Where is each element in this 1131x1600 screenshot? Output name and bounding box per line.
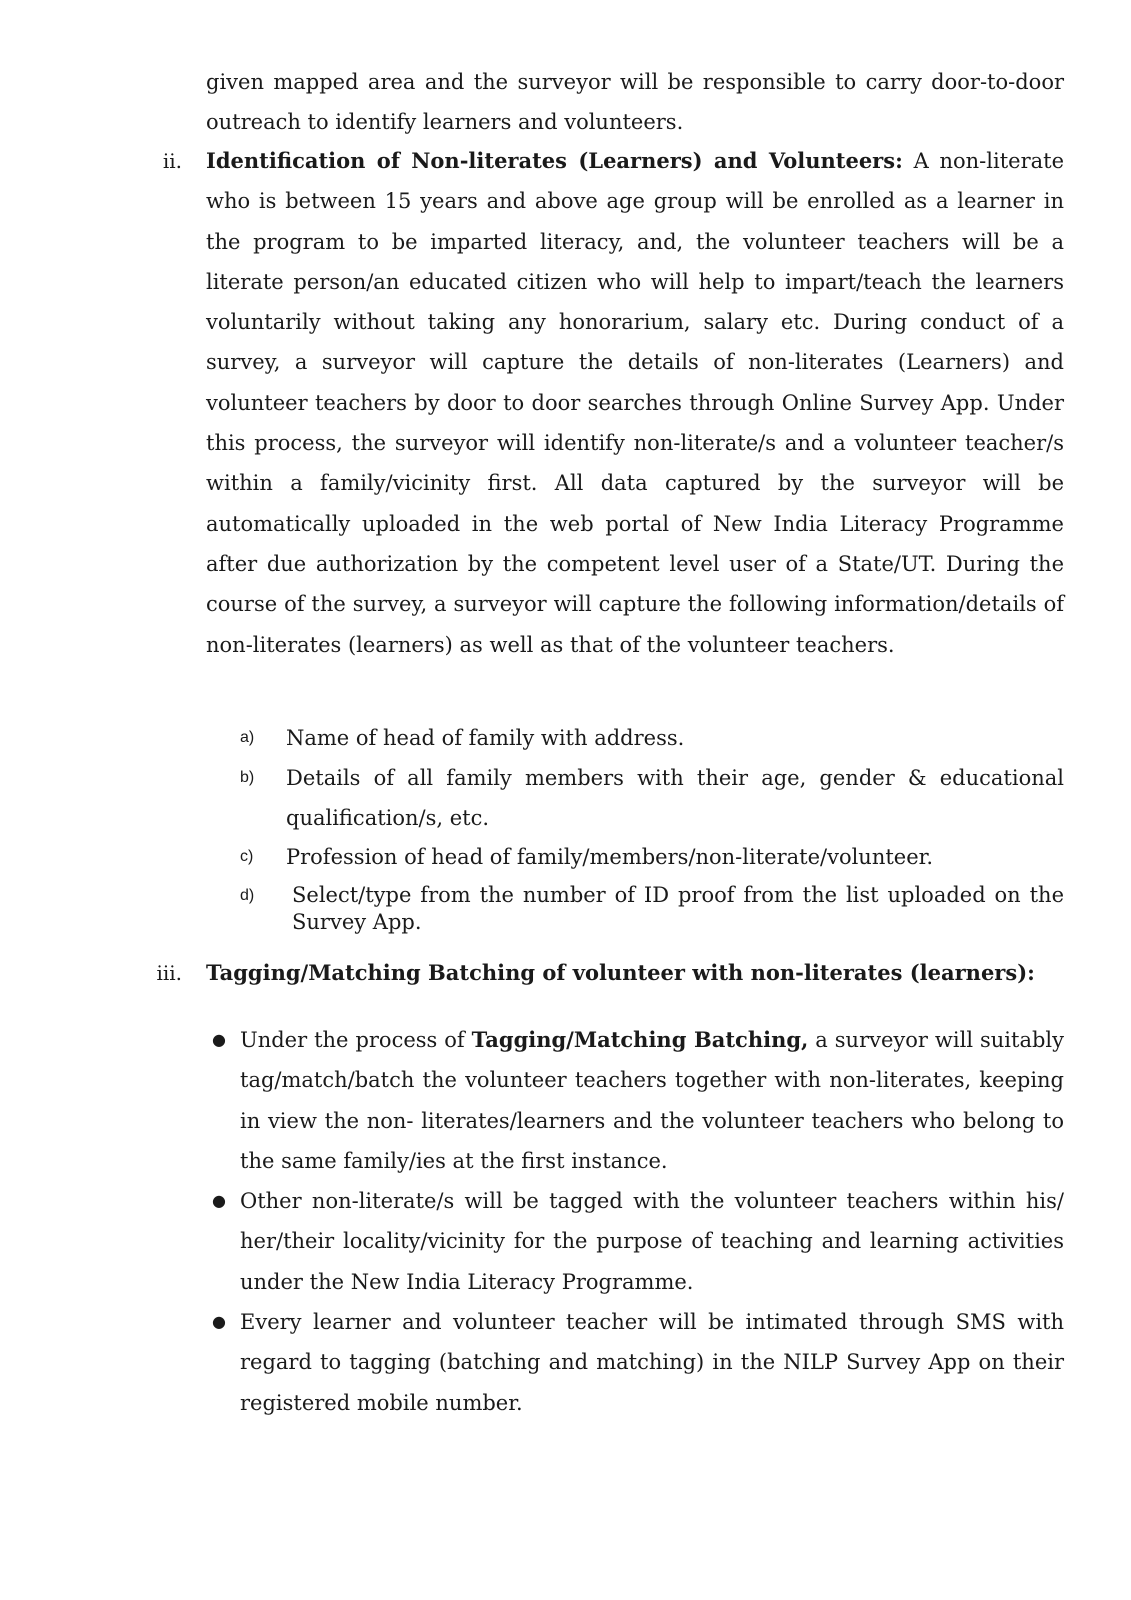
bullet-text: Other non-literate/s will be tagged with the volunteer teachers within his/ her/their locality/vicinity for the purpose of teaching and learning activities under the New India Literacy Programme. (240, 1189, 1064, 1294)
section-ii-numeral: ii. (162, 149, 182, 173)
list-item-label: c) (240, 848, 254, 865)
list-item-text: Profession of head of family/members/non-literate/volunteer. (286, 845, 934, 869)
bullet-item (212, 1020, 1064, 1181)
section-ii-body: A non-literate who is between 15 years and above age group will be enrolled as a learner in the program to be imparted literacy, and, the volunteer teachers will be a literate person/an educated citizen who will help to impart/teach the learners voluntarily without taking any honorarium, salary etc. During conduct of a survey, a surveyor will capture the details of non-literates (Learners) and volunteer teachers by door to door searches through Online Survey App. Under this process, the surveyor will identify non-literate/s and a volunteer teacher/s within a family/vicinity first. All data captured by the surveyor will be automatically uploaded in the web portal of New India Literacy Programme after due authorization by the competent level user of a State/UT. During the course of the survey, a surveyor will capture the following information/details of non-literates (learners) as well as that of the volunteer teachers. (206, 149, 1064, 657)
bullet-text-part: Under the process of (240, 1028, 472, 1052)
section-iii-numeral: iii. (156, 961, 182, 985)
list-item-text: Details of all family members with their age, gender & educational qualification/s, etc. (286, 766, 1064, 830)
list-item-label: d) (240, 887, 255, 904)
list-item (240, 837, 1064, 877)
section-iii-heading: Tagging/Matching Batching of volunteer with non-literates (learners): (206, 960, 1035, 985)
bullet-item (212, 1181, 1064, 1302)
section-ii-paragraph (206, 141, 1064, 665)
list-item-text: Name of head of family with address. (286, 726, 685, 750)
bullet-text-bold: Tagging/Matching Batching, (471, 1027, 809, 1052)
list-item-label: a) (240, 729, 255, 746)
bullet-text: Every learner and volunteer teacher will be intimated through SMS with regard to tagging (batching and matching) in the NILP Survey App on their registered mobile number. (240, 1310, 1064, 1415)
bullet-text (240, 1020, 1064, 1181)
bullet-icon: ● (212, 1312, 226, 1331)
list-item (240, 758, 1064, 838)
bullet-text-part: a surveyor will suitably tag/match/batch the volunteer teachers together with non-literates, keeping in view the non- literates/learners and the volunteer teachers who belong to the same family/ies at the first instance. (240, 1028, 1065, 1173)
list-item-label: b) (240, 769, 255, 786)
list-item (240, 718, 1064, 758)
bullet-icon: ● (212, 1191, 226, 1210)
section-ii-heading: Identification of Non-literates (Learners) and Volunteers: (206, 148, 903, 173)
bullet-icon: ● (212, 1030, 226, 1049)
list-item (240, 876, 1064, 936)
intro-paragraph: given mapped area and the surveyor will be responsible to carry door-to-door outreach to identify learners and volunteers. (206, 70, 1064, 135)
list-item-text: Select/type from the number of ID proof from the list uploaded on the Survey App. (292, 883, 1064, 934)
bullet-item (212, 1302, 1064, 1423)
